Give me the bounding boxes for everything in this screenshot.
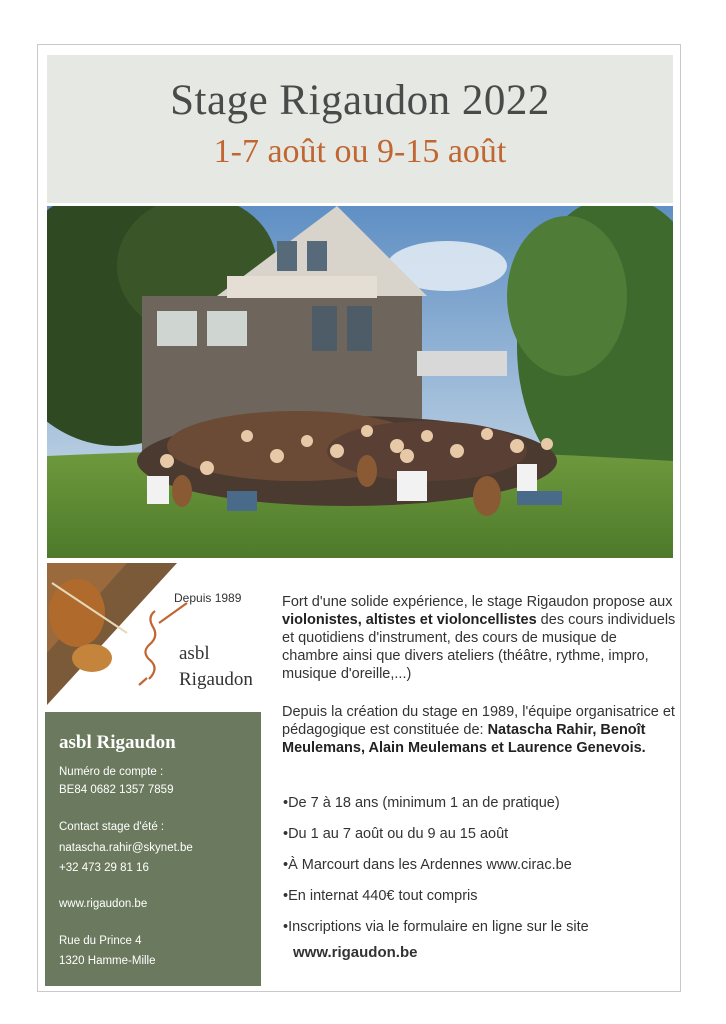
intro-paragraph-1: Fort d'une solide expérience, le stage Rigaudon propose aux violonistes, altistes et violoncellistes des cours individuels et quotidiens d'instrument, des cours de musique de chambre ainsi que divers ateliers (théâtre, rythme, impro, musique d'oreille,...)	[282, 594, 676, 682]
list-item: •Inscriptions via le formulaire en ligne sur le site	[283, 919, 589, 935]
contact-email[interactable]: natascha.rahir@skynet.be	[59, 842, 193, 854]
contact-label: Contact stage d'été :	[59, 821, 165, 833]
address-city: 1320 Hamme-Mille	[59, 955, 156, 967]
header-banner	[47, 55, 673, 203]
sidebar-website[interactable]: www.rigaudon.be	[59, 898, 148, 910]
since-label: Depuis 1989	[174, 591, 242, 605]
page-title: Stage Rigaudon 2022	[170, 77, 550, 124]
org-name: asbl Rigaudon	[59, 732, 176, 753]
account-label: Numéro de compte :	[59, 766, 164, 778]
stage-dates: 1-7 août ou 9-15 août	[213, 133, 507, 170]
address-street: Rue du Prince 4	[59, 935, 142, 947]
logo-name: asbl Rigaudon	[179, 643, 253, 690]
list-item: •De 7 à 18 ans (minimum 1 an de pratique)	[283, 795, 560, 811]
group-photo	[47, 206, 673, 558]
logo-block	[47, 563, 262, 705]
contact-phone[interactable]: +32 473 29 81 16	[59, 862, 149, 874]
account-number: BE84 0682 1357 7859	[59, 784, 174, 796]
list-item: •En internat 440€ tout compris	[283, 888, 478, 904]
intro-text	[282, 593, 677, 757]
intro-paragraph-2: Depuis la création du stage en 1989, l'équipe organisatrice et pédagogique est constituée de: Natascha Rahir, Benoît Meulemans, Alain Meulemans et Laurence Genevois.	[282, 704, 675, 756]
signup-website-link[interactable]: www.rigaudon.be	[293, 944, 418, 961]
list-item: •À Marcourt dans les Ardennes www.cirac.be	[283, 857, 572, 873]
list-item: •Du 1 au 7 août ou du 9 au 15 août	[283, 826, 509, 842]
contact-sidebar	[45, 712, 261, 986]
